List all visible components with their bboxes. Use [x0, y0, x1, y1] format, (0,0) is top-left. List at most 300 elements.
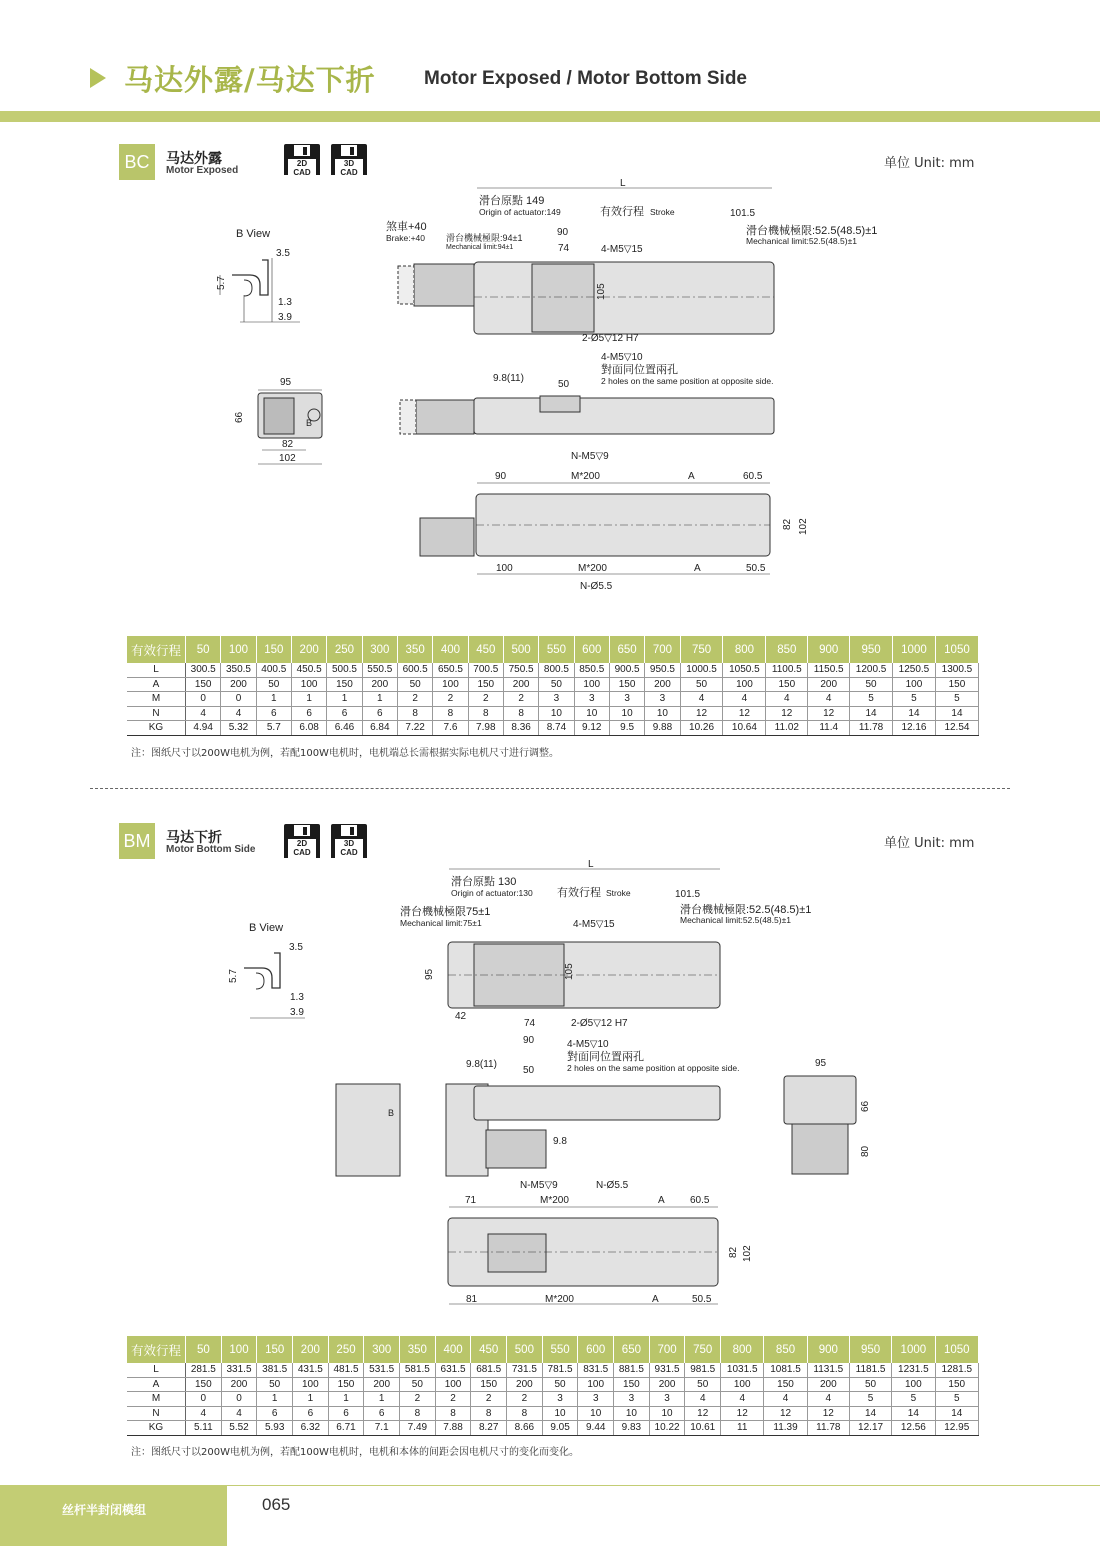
dowel-5-h7: 2-Ø5▽12 H7 — [571, 1018, 628, 1029]
dim-105: 105 — [596, 283, 607, 300]
table-header-cell: 50 — [186, 636, 221, 663]
table-cell: 12.54 — [935, 721, 978, 736]
dim-L: L — [588, 859, 594, 870]
table-cell: 6 — [328, 1406, 364, 1421]
table-header-cell: 550 — [539, 636, 574, 663]
table-cell: 100 — [433, 677, 468, 692]
dim-60-5: 60.5 — [743, 471, 763, 482]
table-cell: 8 — [468, 706, 503, 721]
table-cell: 7.98 — [468, 721, 503, 736]
table-header-cell: 700 — [645, 636, 680, 663]
thread-m5-15: 4-M5▽15 — [601, 244, 643, 255]
table-header-cell: 750 — [685, 1336, 721, 1363]
mech-limit-l-en: Mechanical limit:94±1 — [446, 244, 514, 251]
table-cell: 5.11 — [186, 1421, 222, 1436]
table-cell: 100 — [578, 1377, 614, 1392]
bm-side-body — [474, 1086, 720, 1120]
table-cell: 881.5 — [614, 1363, 650, 1377]
table-header-cell: 有效行程 — [127, 636, 186, 663]
table-cell: 581.5 — [400, 1363, 436, 1377]
table-row — [127, 1377, 979, 1392]
table-header-cell: 650 — [609, 636, 644, 663]
table-row — [127, 692, 979, 707]
table-cell: 50 — [850, 677, 893, 692]
table-cell: 4 — [186, 1406, 222, 1421]
dim-50: 50 — [558, 379, 570, 390]
dim-5-7: 5.7 — [216, 276, 227, 290]
dim-5-7: 5.7 — [228, 969, 239, 983]
table-cell: 9.5 — [609, 721, 644, 736]
table-cell: 600.5 — [397, 663, 432, 677]
table-header-cell: 100 — [221, 1336, 257, 1363]
table-header-cell: 200 — [291, 636, 326, 663]
dim-74: 74 — [558, 243, 570, 254]
table-cell: 0 — [186, 692, 221, 707]
table-header-cell: 550 — [542, 1336, 578, 1363]
table-cell: 12.16 — [893, 721, 936, 736]
table-cell: 50 — [849, 1377, 891, 1392]
table-cell: 3 — [649, 1392, 685, 1407]
table-row-label: N — [127, 706, 186, 721]
table-cell: 12 — [680, 706, 723, 721]
table-cell: 7.49 — [400, 1421, 436, 1436]
table-cell: 150 — [186, 1377, 222, 1392]
table-cell: 50 — [397, 677, 432, 692]
table-cell: 4 — [766, 692, 808, 707]
table-cell: 8 — [433, 706, 468, 721]
mech-limit-r-cn: 滑台機械極限:52.5(48.5)±1 — [680, 904, 812, 916]
table-cell: 200 — [503, 677, 538, 692]
table-header-cell: 250 — [327, 636, 362, 663]
table-cell: 6.46 — [327, 721, 362, 736]
table-cell: 11.02 — [766, 721, 808, 736]
table-row-label: M — [127, 1392, 186, 1407]
table-header-cell: 300 — [362, 636, 397, 663]
table-cell: 3 — [578, 1392, 614, 1407]
table-header-cell: 300 — [364, 1336, 400, 1363]
unit-label: 单位 Unit: mm — [884, 156, 975, 171]
table-cell: 8 — [503, 706, 538, 721]
table-cell: 11.78 — [850, 721, 893, 736]
table-row-label: N — [127, 1406, 186, 1421]
table-cell: 2 — [400, 1392, 436, 1407]
carriage — [532, 264, 594, 332]
dim-m200: M*200 — [540, 1195, 569, 1206]
table-cell: 6 — [293, 1406, 329, 1421]
table-cell: 150 — [614, 1377, 650, 1392]
table-header-cell: 150 — [257, 1336, 293, 1363]
table-cell: 931.5 — [649, 1363, 685, 1377]
table-cell: 950.5 — [645, 663, 680, 677]
dim-90: 90 — [523, 1035, 535, 1046]
table-header-cell: 1000 — [892, 1336, 935, 1363]
dim-102b: 102 — [798, 518, 809, 535]
table-cell: 381.5 — [257, 1363, 293, 1377]
table-header-cell: 900 — [808, 636, 850, 663]
table-cell: 50 — [256, 677, 291, 692]
table-row-label: A — [127, 1377, 186, 1392]
opposite-holes-en: 2 holes on the same position at opposite side. — [567, 1063, 740, 1073]
dim-74: 74 — [524, 1018, 536, 1029]
table-cell: 531.5 — [364, 1363, 400, 1377]
table-cell: 981.5 — [685, 1363, 721, 1377]
table-cell: 5 — [849, 1392, 891, 1407]
bm-technical-drawing — [200, 858, 890, 1314]
dim-A: A — [658, 1195, 665, 1206]
dim-66: 66 — [860, 1100, 871, 1112]
table-cell: 10 — [645, 706, 680, 721]
stroke-label-en: Stroke — [650, 207, 675, 217]
bc-spec-table — [127, 636, 979, 736]
table-cell: 331.5 — [221, 1363, 257, 1377]
table-cell: 150 — [935, 1377, 979, 1392]
table-cell: 10 — [578, 1406, 614, 1421]
thread-n-m5: N-M5▽9 — [520, 1180, 558, 1191]
dim-66: 66 — [234, 411, 245, 423]
thread-m5-10: 4-M5▽10 — [601, 352, 643, 363]
table-header-cell: 150 — [256, 636, 291, 663]
table-cell: 12.56 — [892, 1421, 935, 1436]
dim-100: 100 — [496, 563, 513, 574]
table-header-cell: 400 — [433, 636, 468, 663]
table-cell: 0 — [221, 1392, 257, 1407]
table-cell: 150 — [766, 677, 808, 692]
table-cell: 8.66 — [507, 1421, 543, 1436]
thread-m5-15: 4-M5▽15 — [573, 919, 615, 930]
table-cell: 2 — [397, 692, 432, 707]
table-cell: 1281.5 — [935, 1363, 979, 1377]
dim-3-9: 3.9 — [290, 1007, 304, 1018]
dim-82b: 82 — [782, 518, 793, 530]
table-cell: 6 — [362, 706, 397, 721]
dim-71: 71 — [465, 1195, 477, 1206]
table-cell: 50 — [400, 1377, 436, 1392]
table-cell: 1050.5 — [723, 663, 766, 677]
table-cell: 9.44 — [578, 1421, 614, 1436]
bc-note: 注：图纸尺寸以200W电机为例，若配100W电机时，电机端总长需根据实际电机尺寸进行调整。 — [131, 748, 559, 759]
footer-line — [227, 1485, 1100, 1486]
section-badge-bc: BC — [119, 144, 155, 180]
table-cell: 1250.5 — [893, 663, 936, 677]
table-header-cell: 450 — [468, 636, 503, 663]
table-cell: 12.95 — [935, 1421, 979, 1436]
bottom-motor — [420, 518, 474, 556]
table-cell: 12 — [723, 706, 766, 721]
table-header-cell: 950 — [850, 636, 893, 663]
brake-label-en: Brake:+40 — [386, 233, 425, 243]
cad-label-bottom: CAD — [340, 848, 358, 857]
table-cell: 200 — [221, 1377, 257, 1392]
table-cell: 1031.5 — [721, 1363, 764, 1377]
table-header-cell: 900 — [807, 1336, 849, 1363]
header-arrow-icon — [90, 68, 106, 88]
table-cell: 4 — [221, 706, 256, 721]
page-title-en: Motor Exposed / Motor Bottom Side — [424, 68, 747, 89]
table-header-cell: 700 — [649, 1336, 685, 1363]
table-row-label: L — [127, 663, 186, 677]
table-cell: 731.5 — [507, 1363, 543, 1377]
mech-limit-r-en: Mechanical limit:52.5(48.5)±1 — [680, 915, 791, 925]
dim-Ab: A — [694, 563, 701, 574]
section-title-en: Motor Exposed — [166, 165, 239, 176]
table-cell: 7.88 — [435, 1421, 471, 1436]
table-cell: 4 — [764, 1392, 807, 1407]
table-cell: 100 — [892, 1377, 935, 1392]
table-cell: 10.64 — [723, 721, 766, 736]
table-cell: 400.5 — [256, 663, 291, 677]
table-cell: 6 — [257, 1406, 293, 1421]
dim-m200b: M*200 — [545, 1294, 574, 1305]
bm-end-left — [336, 1084, 400, 1176]
table-row — [127, 706, 979, 721]
opposite-holes-cn: 對面同位置兩孔 — [567, 1051, 644, 1063]
dim-80: 80 — [860, 1145, 871, 1157]
table-cell: 1000.5 — [680, 663, 723, 677]
section-title-cn: 马达下折 — [166, 830, 222, 846]
table-cell: 5 — [935, 1392, 979, 1407]
table-cell: 350.5 — [221, 663, 256, 677]
table-cell: 8 — [397, 706, 432, 721]
dim-A: A — [688, 471, 695, 482]
dim-82: 82 — [282, 439, 294, 450]
table-header-cell: 850 — [766, 636, 808, 663]
table-cell: 10.22 — [649, 1421, 685, 1436]
table-cell: 5.7 — [256, 721, 291, 736]
table-cell: 8.74 — [539, 721, 574, 736]
thread-m5-10: 4-M5▽10 — [567, 1039, 609, 1050]
mech-limit-r-cn: 滑台機械極限:52.5(48.5)±1 — [746, 225, 878, 237]
table-cell: 10 — [542, 1406, 578, 1421]
cad-label-top: 3D — [343, 159, 355, 168]
dim-m200: M*200 — [571, 471, 600, 482]
mech-limit-l-cn: 滑台機械極限:94±1 — [446, 233, 523, 243]
dowel-5-h7: 2-Ø5▽12 H7 — [582, 333, 639, 344]
table-cell: 1 — [328, 1392, 364, 1407]
table-cell: 10.26 — [680, 721, 723, 736]
table-header-cell: 500 — [503, 636, 538, 663]
table-row-label: L — [127, 1363, 186, 1377]
hole-n-5-5: N-Ø5.5 — [580, 581, 613, 592]
table-header-cell: 450 — [471, 1336, 507, 1363]
table-cell: 10 — [574, 706, 609, 721]
table-cell: 500.5 — [327, 663, 362, 677]
table-cell: 11.39 — [764, 1421, 807, 1436]
table-cell: 5 — [935, 692, 978, 707]
b-view-label: B View — [236, 228, 271, 240]
table-cell: 8 — [507, 1406, 543, 1421]
table-cell: 200 — [362, 677, 397, 692]
table-cell: 150 — [327, 677, 362, 692]
table-header-cell: 200 — [293, 1336, 329, 1363]
table-cell: 10.61 — [685, 1421, 721, 1436]
stroke-label-cn: 有效行程 — [600, 206, 644, 218]
table-cell: 2 — [435, 1392, 471, 1407]
bm-motor — [486, 1130, 546, 1168]
table-cell: 900.5 — [609, 663, 644, 677]
mech-limit-r-en: Mechanical limit:52.5(48.5)±1 — [746, 236, 857, 246]
table-header-cell: 750 — [680, 636, 723, 663]
table-header-cell: 400 — [435, 1336, 471, 1363]
bm-note: 注：图纸尺寸以200W电机为例，若配100W电机时，电机和本体的间距会因电机尺寸的变化而变化。 — [131, 1447, 579, 1458]
table-cell: 150 — [328, 1377, 364, 1392]
table-cell: 14 — [935, 1406, 979, 1421]
table-cell: 6.32 — [293, 1421, 329, 1436]
stroke-label-cn: 有效行程 — [557, 887, 601, 899]
table-cell: 200 — [807, 1377, 849, 1392]
cad-label-top: 3D — [343, 839, 355, 848]
cad-label-top: 2D — [296, 159, 308, 168]
table-cell: 3 — [614, 1392, 650, 1407]
table-cell: 9.88 — [645, 721, 680, 736]
b-marker: B — [306, 418, 313, 428]
table-cell: 5 — [892, 1392, 935, 1407]
table-header-row — [127, 1336, 979, 1363]
dim-101-5: 101.5 — [675, 889, 701, 900]
table-cell: 3 — [609, 692, 644, 707]
table-cell: 1081.5 — [764, 1363, 807, 1377]
table-header-cell: 800 — [721, 1336, 764, 1363]
dim-50-5: 50.5 — [746, 563, 766, 574]
table-cell: 481.5 — [328, 1363, 364, 1377]
table-cell: 150 — [186, 677, 221, 692]
table-cell: 100 — [893, 677, 936, 692]
table-row-label: KG — [127, 721, 186, 736]
table-cell: 200 — [364, 1377, 400, 1392]
table-cell: 8.27 — [471, 1421, 507, 1436]
table-header-cell: 850 — [764, 1336, 807, 1363]
table-cell: 450.5 — [291, 663, 326, 677]
dim-101-5: 101.5 — [730, 208, 756, 219]
table-cell: 14 — [893, 706, 936, 721]
table-cell: 12 — [764, 1406, 807, 1421]
table-cell: 100 — [435, 1377, 471, 1392]
table-cell: 150 — [935, 677, 978, 692]
table-cell: 50 — [257, 1377, 293, 1392]
table-cell: 6 — [256, 706, 291, 721]
b-view-label: B View — [249, 922, 284, 934]
table-cell: 1 — [257, 1392, 293, 1407]
table-row — [127, 721, 979, 736]
table-cell: 0 — [221, 692, 256, 707]
table-header-cell: 1050 — [935, 1336, 979, 1363]
dim-3-5: 3.5 — [276, 248, 290, 259]
table-header-cell: 950 — [849, 1336, 891, 1363]
table-cell: 100 — [723, 677, 766, 692]
table-cell: 8 — [400, 1406, 436, 1421]
dim-9-8-11: 9.8(11) — [493, 373, 524, 384]
table-cell: 200 — [808, 677, 850, 692]
table-cell: 2 — [471, 1392, 507, 1407]
table-header-cell: 600 — [574, 636, 609, 663]
table-cell: 12.17 — [849, 1421, 891, 1436]
table-cell: 50 — [539, 677, 574, 692]
table-cell: 4 — [186, 706, 221, 721]
dim-L: L — [620, 178, 626, 189]
table-cell: 4 — [221, 1406, 257, 1421]
table-cell: 11 — [721, 1421, 764, 1436]
table-row — [127, 1406, 979, 1421]
table-cell: 6.08 — [291, 721, 326, 736]
table-cell: 4 — [680, 692, 723, 707]
table-header-cell: 500 — [507, 1336, 543, 1363]
cad-label-bottom: CAD — [293, 168, 311, 177]
cad-2d-download-icon[interactable] — [284, 824, 320, 860]
mech-limit-l-cn: 滑台機械極限75±1 — [400, 906, 491, 918]
dim-1-3: 1.3 — [278, 297, 292, 308]
table-cell: 7.22 — [397, 721, 432, 736]
table-cell: 10 — [609, 706, 644, 721]
table-cell: 550.5 — [362, 663, 397, 677]
table-cell: 200 — [507, 1377, 543, 1392]
table-cell: 4 — [808, 692, 850, 707]
table-cell: 1 — [327, 692, 362, 707]
table-row — [127, 1421, 979, 1436]
dim-95: 95 — [280, 377, 292, 388]
table-cell: 12 — [766, 706, 808, 721]
table-row-label: A — [127, 677, 186, 692]
table-cell: 14 — [850, 706, 893, 721]
table-header-cell: 350 — [400, 1336, 436, 1363]
origin-label-en: Origin of actuator:149 — [479, 207, 561, 217]
table-row-label: M — [127, 692, 186, 707]
table-cell: 3 — [645, 692, 680, 707]
b-marker: B — [388, 1108, 395, 1118]
table-cell: 100 — [293, 1377, 329, 1392]
table-cell: 850.5 — [574, 663, 609, 677]
table-cell: 14 — [935, 706, 978, 721]
dim-3-9: 3.9 — [278, 312, 292, 323]
table-cell: 1231.5 — [892, 1363, 935, 1377]
table-cell: 2 — [507, 1392, 543, 1407]
opposite-holes-cn: 對面同位置兩孔 — [601, 364, 678, 376]
table-cell: 14 — [892, 1406, 935, 1421]
table-cell: 4 — [807, 1392, 849, 1407]
table-cell: 200 — [221, 677, 256, 692]
hole-n-5-5: N-Ø5.5 — [596, 1180, 629, 1191]
origin-label-cn: 滑台原點 130 — [451, 876, 517, 888]
table-cell: 5.52 — [221, 1421, 257, 1436]
table-cell: 1 — [364, 1392, 400, 1407]
header-divider — [0, 111, 1100, 122]
table-cell: 200 — [645, 677, 680, 692]
table-cell: 1 — [362, 692, 397, 707]
end-view-motor — [264, 398, 294, 434]
table-header-cell: 1000 — [893, 636, 936, 663]
cad-label-top: 2D — [296, 839, 308, 848]
table-cell: 8 — [435, 1406, 471, 1421]
section-title-en: Motor Bottom Side — [166, 844, 256, 855]
table-row — [127, 1363, 979, 1377]
table-cell: 750.5 — [503, 663, 538, 677]
dim-95b: 95 — [815, 1058, 827, 1069]
mech-limit-l-en: Mechanical limit:75±1 — [400, 918, 482, 928]
motor-body — [414, 264, 474, 306]
table-cell: 9.12 — [574, 721, 609, 736]
cad-label-bottom: CAD — [340, 168, 358, 177]
table-row — [127, 677, 979, 692]
table-cell: 2 — [433, 692, 468, 707]
cad-3d-download-icon[interactable] — [331, 824, 367, 860]
table-cell: 150 — [471, 1377, 507, 1392]
table-cell: 831.5 — [578, 1363, 614, 1377]
table-cell: 1150.5 — [808, 663, 850, 677]
table-cell: 4 — [723, 692, 766, 707]
table-cell: 1100.5 — [766, 663, 808, 677]
table-cell: 5.32 — [221, 721, 256, 736]
table-cell: 2 — [503, 692, 538, 707]
table-cell: 681.5 — [471, 1363, 507, 1377]
table-cell: 6.84 — [362, 721, 397, 736]
